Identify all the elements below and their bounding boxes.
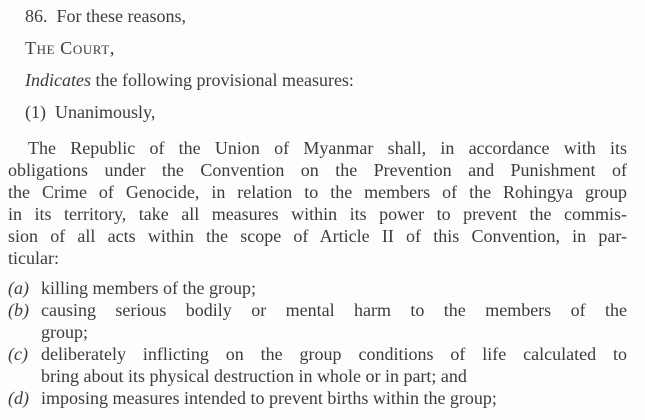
indicates-rest: the following provisional measures: [90,70,354,90]
measure-line: ticular: [8,248,59,268]
list-item-line: imposing measures intended to prevent births within the group; [41,388,497,408]
list-item-text [41,387,627,409]
measure-line: obligations under the Convention on the Prevention and Punishment of [8,160,627,180]
list-item-marker: (d) [8,388,29,408]
list-item-c [8,343,627,387]
list-item-text [41,277,627,299]
list-item-line: causing serious bodily or mental harm to the members of the [41,300,627,320]
measure-line: sion of all acts within the scope of Article II of this Convention, in par- [8,226,627,246]
list-item-b [8,299,627,343]
list-item-marker: (a) [8,278,29,298]
list-item-d [8,387,627,409]
list-item-line: deliberately inflicting on the group conditions of life calculated to [41,344,627,364]
list-item-text [41,299,627,343]
list-item-marker: (b) [8,300,29,320]
measure-paragraph [8,137,627,269]
indicates-line [8,69,627,91]
measure-line: the Crime of Genocide, in relation to the members of the Rohingya group [8,182,627,202]
measure-line: in its territory, take all measures within its power to prevent the commis- [8,204,627,224]
list-item-marker: (c) [8,344,28,364]
list-item-line: group; [41,322,88,342]
subparagraph-list [8,277,627,409]
item-one-line: (1) Unanimously, [25,102,156,122]
paragraph-number-line: 86. For these reasons, [25,6,186,26]
measure-line: The Republic of the Union of Myanmar shall, in accordance with its [28,138,627,158]
list-item-text [41,343,627,387]
list-item-line: killing members of the group; [41,278,256,298]
list-item-line: bring about its physical destruction in whole or in part; and [41,366,467,386]
court-heading: The Court, [25,38,115,58]
list-item-a [8,277,627,299]
indicates-word: Indicates [25,70,91,90]
